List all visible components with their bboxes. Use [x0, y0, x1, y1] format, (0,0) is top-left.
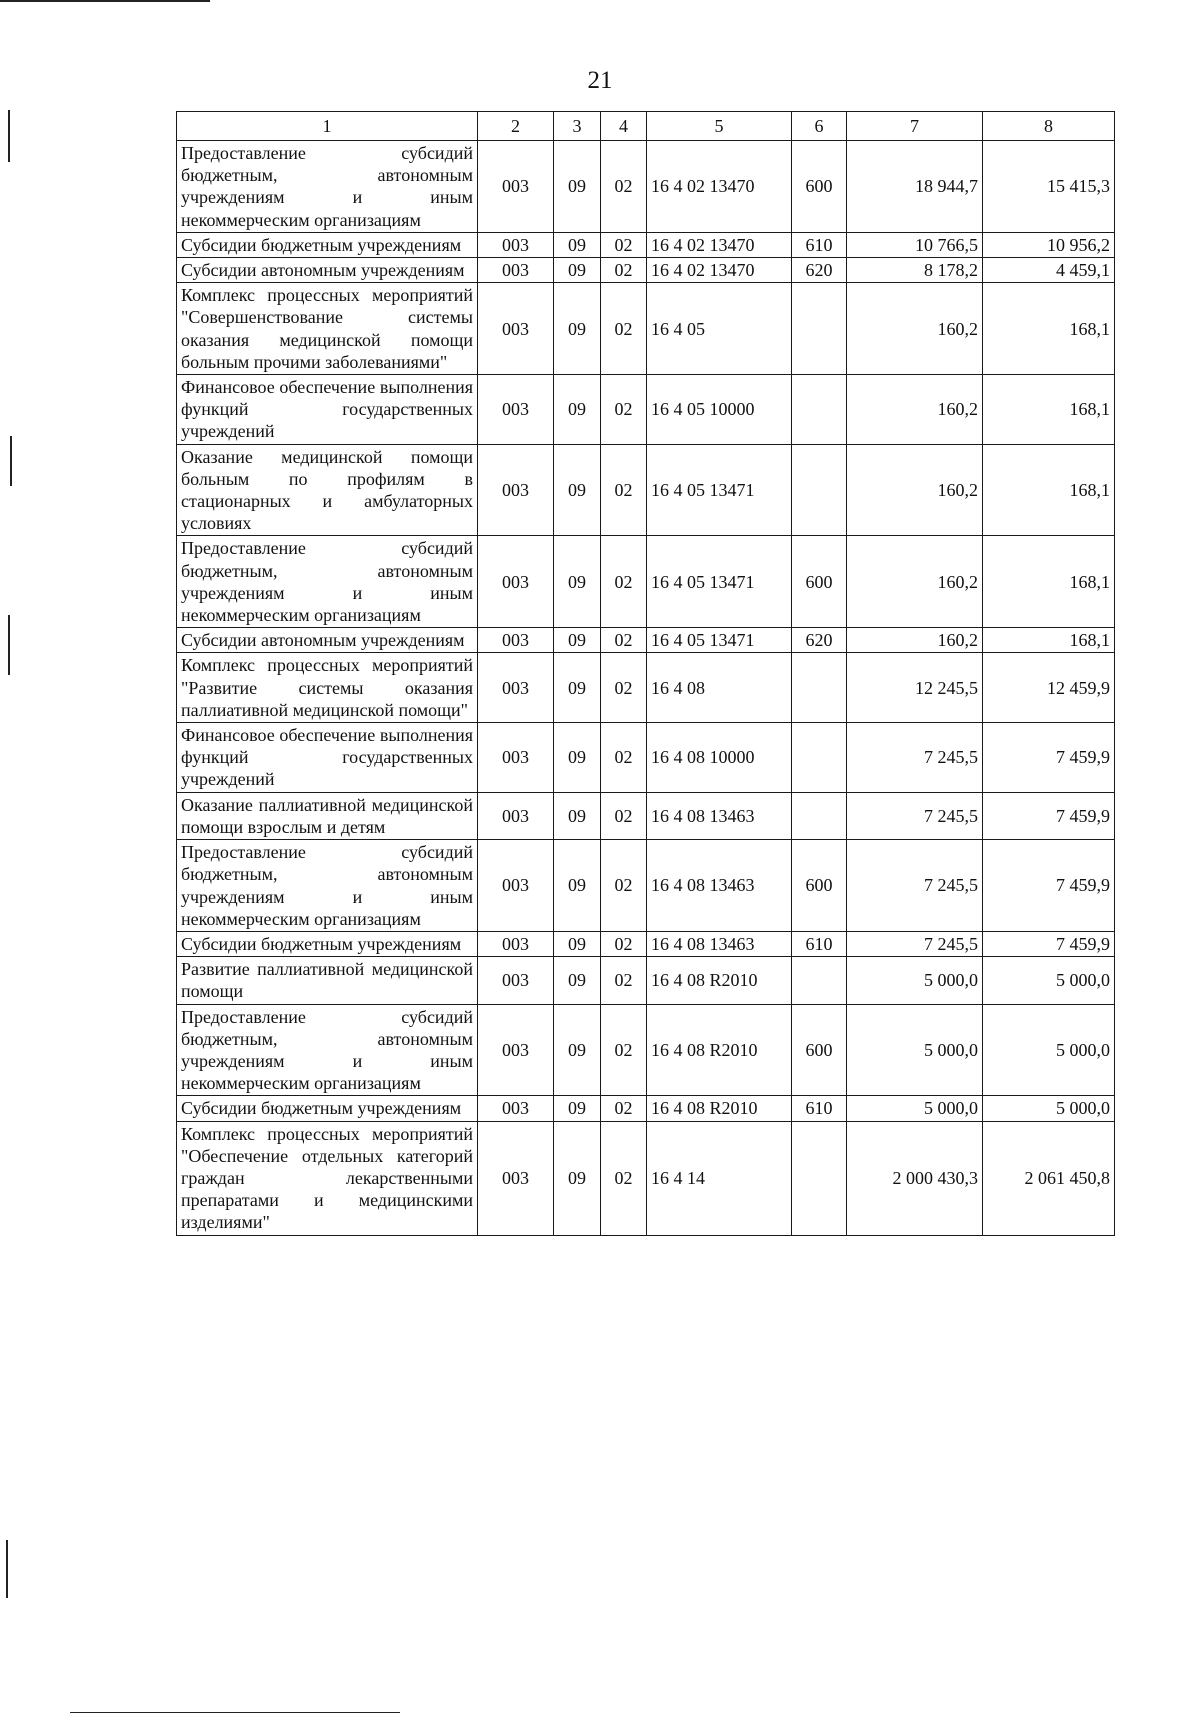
row-vr: 610	[792, 1096, 847, 1121]
row-ved: 003	[478, 723, 554, 793]
row-sum-1: 7 245,5	[847, 792, 983, 839]
row-ved: 003	[478, 653, 554, 723]
column-header-1: 1	[177, 112, 478, 141]
row-pr: 02	[601, 536, 647, 628]
table-row	[177, 536, 1115, 628]
scan-edge-mark	[8, 110, 10, 162]
row-ved: 003	[478, 141, 554, 233]
row-rz: 09	[554, 723, 601, 793]
row-vr	[792, 375, 847, 445]
row-sum-2: 15 415,3	[983, 141, 1115, 233]
scan-edge-mark	[70, 1712, 400, 1713]
row-sum-2: 7 459,9	[983, 792, 1115, 839]
row-pr: 02	[601, 232, 647, 257]
row-name: Комплекс процессных мероприятий "Обеспечение отдельных категорий граждан лекарственными препаратами и медицинскими изделиями"	[177, 1121, 478, 1235]
row-vr	[792, 653, 847, 723]
row-sum-2: 168,1	[983, 375, 1115, 445]
row-sum-1: 160,2	[847, 283, 983, 375]
table-row	[177, 444, 1115, 536]
row-vr: 600	[792, 1004, 847, 1096]
row-pr: 02	[601, 931, 647, 956]
row-csr: 16 4 05 13471	[647, 444, 792, 536]
row-pr: 02	[601, 1004, 647, 1096]
row-name: Субсидии бюджетным учреждениям	[177, 931, 478, 956]
row-rz: 09	[554, 957, 601, 1004]
row-vr	[792, 283, 847, 375]
table-row	[177, 723, 1115, 793]
table-row	[177, 258, 1115, 283]
row-csr: 16 4 08 13463	[647, 792, 792, 839]
row-sum-2: 5 000,0	[983, 1004, 1115, 1096]
row-sum-2: 10 956,2	[983, 232, 1115, 257]
row-sum-2: 7 459,9	[983, 931, 1115, 956]
row-rz: 09	[554, 258, 601, 283]
row-vr: 600	[792, 536, 847, 628]
row-sum-1: 160,2	[847, 375, 983, 445]
row-name: Развитие паллиативной медицинской помощи	[177, 957, 478, 1004]
scan-edge-mark	[6, 1540, 8, 1598]
row-rz: 09	[554, 141, 601, 233]
header-row	[177, 112, 1115, 141]
row-csr: 16 4 05 10000	[647, 375, 792, 445]
row-pr: 02	[601, 957, 647, 1004]
row-rz: 09	[554, 283, 601, 375]
row-sum-1: 5 000,0	[847, 1096, 983, 1121]
row-sum-2: 7 459,9	[983, 723, 1115, 793]
row-vr	[792, 792, 847, 839]
row-vr: 620	[792, 628, 847, 653]
row-ved: 003	[478, 283, 554, 375]
scan-edge-mark	[10, 436, 12, 486]
row-csr: 16 4 08 13463	[647, 931, 792, 956]
table-row	[177, 931, 1115, 956]
row-sum-1: 10 766,5	[847, 232, 983, 257]
scan-edge-mark	[8, 615, 10, 675]
table-row	[177, 1004, 1115, 1096]
row-vr: 610	[792, 232, 847, 257]
row-sum-2: 168,1	[983, 628, 1115, 653]
table-row	[177, 628, 1115, 653]
row-csr: 16 4 08 13463	[647, 840, 792, 932]
row-csr: 16 4 05 13471	[647, 536, 792, 628]
scan-edge-mark	[0, 0, 210, 2]
table-body	[177, 141, 1115, 1236]
row-sum-1: 8 178,2	[847, 258, 983, 283]
row-sum-1: 160,2	[847, 444, 983, 536]
row-ved: 003	[478, 1096, 554, 1121]
row-csr: 16 4 02 13470	[647, 232, 792, 257]
row-vr: 610	[792, 931, 847, 956]
row-pr: 02	[601, 141, 647, 233]
row-name: Субсидии бюджетным учреждениям	[177, 1096, 478, 1121]
row-rz: 09	[554, 1096, 601, 1121]
row-pr: 02	[601, 1121, 647, 1235]
column-header-8: 8	[983, 112, 1115, 141]
column-header-2: 2	[478, 112, 554, 141]
row-ved: 003	[478, 375, 554, 445]
row-rz: 09	[554, 792, 601, 839]
row-ved: 003	[478, 792, 554, 839]
row-csr: 16 4 05 13471	[647, 628, 792, 653]
row-vr	[792, 444, 847, 536]
table-row	[177, 792, 1115, 839]
table-row	[177, 232, 1115, 257]
row-sum-2: 4 459,1	[983, 258, 1115, 283]
row-ved: 003	[478, 1121, 554, 1235]
table-header	[177, 112, 1115, 141]
row-name: Финансовое обеспечение выполнения функций государственных учреждений	[177, 723, 478, 793]
row-vr: 620	[792, 258, 847, 283]
row-vr: 600	[792, 141, 847, 233]
row-sum-1: 7 245,5	[847, 840, 983, 932]
row-rz: 09	[554, 931, 601, 956]
budget-table	[176, 111, 1115, 1236]
row-csr: 16 4 08 R2010	[647, 1004, 792, 1096]
row-name: Комплекс процессных мероприятий "Развитие системы оказания паллиативной медицинской помощи"	[177, 653, 478, 723]
row-csr: 16 4 08 10000	[647, 723, 792, 793]
row-pr: 02	[601, 444, 647, 536]
row-sum-1: 2 000 430,3	[847, 1121, 983, 1235]
table-row	[177, 840, 1115, 932]
row-sum-2: 5 000,0	[983, 1096, 1115, 1121]
row-ved: 003	[478, 840, 554, 932]
row-sum-1: 160,2	[847, 628, 983, 653]
row-ved: 003	[478, 628, 554, 653]
row-sum-2: 7 459,9	[983, 840, 1115, 932]
row-rz: 09	[554, 1121, 601, 1235]
row-sum-1: 18 944,7	[847, 141, 983, 233]
row-csr: 16 4 02 13470	[647, 258, 792, 283]
row-name: Финансовое обеспечение выполнения функций государственных учреждений	[177, 375, 478, 445]
table-row	[177, 141, 1115, 233]
row-rz: 09	[554, 536, 601, 628]
row-ved: 003	[478, 536, 554, 628]
row-rz: 09	[554, 628, 601, 653]
table-row	[177, 283, 1115, 375]
row-pr: 02	[601, 1096, 647, 1121]
row-sum-1: 7 245,5	[847, 723, 983, 793]
row-ved: 003	[478, 931, 554, 956]
row-name: Субсидии автономным учреждениям	[177, 258, 478, 283]
row-name: Комплекс процессных мероприятий "Совершенствование системы оказания медицинской помощи больным прочими заболеваниями"	[177, 283, 478, 375]
row-rz: 09	[554, 840, 601, 932]
table-row	[177, 957, 1115, 1004]
row-name: Предоставление субсидий бюджетным, автономным учреждениям и иным некоммерческим организациям	[177, 840, 478, 932]
row-ved: 003	[478, 232, 554, 257]
row-csr: 16 4 08 R2010	[647, 957, 792, 1004]
row-pr: 02	[601, 375, 647, 445]
page-number: 21	[587, 67, 613, 94]
row-ved: 003	[478, 258, 554, 283]
row-sum-2: 12 459,9	[983, 653, 1115, 723]
row-rz: 09	[554, 375, 601, 445]
row-vr	[792, 957, 847, 1004]
row-sum-1: 12 245,5	[847, 653, 983, 723]
row-ved: 003	[478, 1004, 554, 1096]
row-rz: 09	[554, 444, 601, 536]
row-sum-2: 5 000,0	[983, 957, 1115, 1004]
row-sum-1: 7 245,5	[847, 931, 983, 956]
table-row	[177, 375, 1115, 445]
row-csr: 16 4 08 R2010	[647, 1096, 792, 1121]
row-csr: 16 4 08	[647, 653, 792, 723]
column-header-7: 7	[847, 112, 983, 141]
column-header-4: 4	[601, 112, 647, 141]
row-name: Субсидии бюджетным учреждениям	[177, 232, 478, 257]
row-pr: 02	[601, 653, 647, 723]
row-pr: 02	[601, 792, 647, 839]
row-vr: 600	[792, 840, 847, 932]
row-name: Предоставление субсидий бюджетным, автономным учреждениям и иным некоммерческим организациям	[177, 141, 478, 233]
row-pr: 02	[601, 628, 647, 653]
row-sum-1: 5 000,0	[847, 1004, 983, 1096]
row-csr: 16 4 02 13470	[647, 141, 792, 233]
row-vr	[792, 1121, 847, 1235]
row-rz: 09	[554, 232, 601, 257]
row-sum-2: 168,1	[983, 283, 1115, 375]
row-csr: 16 4 05	[647, 283, 792, 375]
column-header-3: 3	[554, 112, 601, 141]
column-header-6: 6	[792, 112, 847, 141]
row-sum-2: 168,1	[983, 444, 1115, 536]
table-row	[177, 1096, 1115, 1121]
row-name: Предоставление субсидий бюджетным, автономным учреждениям и иным некоммерческим организациям	[177, 536, 478, 628]
row-ved: 003	[478, 444, 554, 536]
row-pr: 02	[601, 840, 647, 932]
row-rz: 09	[554, 653, 601, 723]
row-ved: 003	[478, 957, 554, 1004]
row-name: Оказание паллиативной медицинской помощи взрослым и детям	[177, 792, 478, 839]
row-pr: 02	[601, 258, 647, 283]
row-sum-2: 168,1	[983, 536, 1115, 628]
row-sum-1: 160,2	[847, 536, 983, 628]
row-sum-1: 5 000,0	[847, 957, 983, 1004]
row-pr: 02	[601, 283, 647, 375]
column-header-5: 5	[647, 112, 792, 141]
row-name: Оказание медицинской помощи больным по профилям в стационарных и амбулаторных условиях	[177, 444, 478, 536]
row-sum-2: 2 061 450,8	[983, 1121, 1115, 1235]
table-row	[177, 1121, 1115, 1235]
row-pr: 02	[601, 723, 647, 793]
table-row	[177, 653, 1115, 723]
row-name: Предоставление субсидий бюджетным, автономным учреждениям и иным некоммерческим организациям	[177, 1004, 478, 1096]
row-rz: 09	[554, 1004, 601, 1096]
row-name: Субсидии автономным учреждениям	[177, 628, 478, 653]
row-vr	[792, 723, 847, 793]
row-csr: 16 4 14	[647, 1121, 792, 1235]
